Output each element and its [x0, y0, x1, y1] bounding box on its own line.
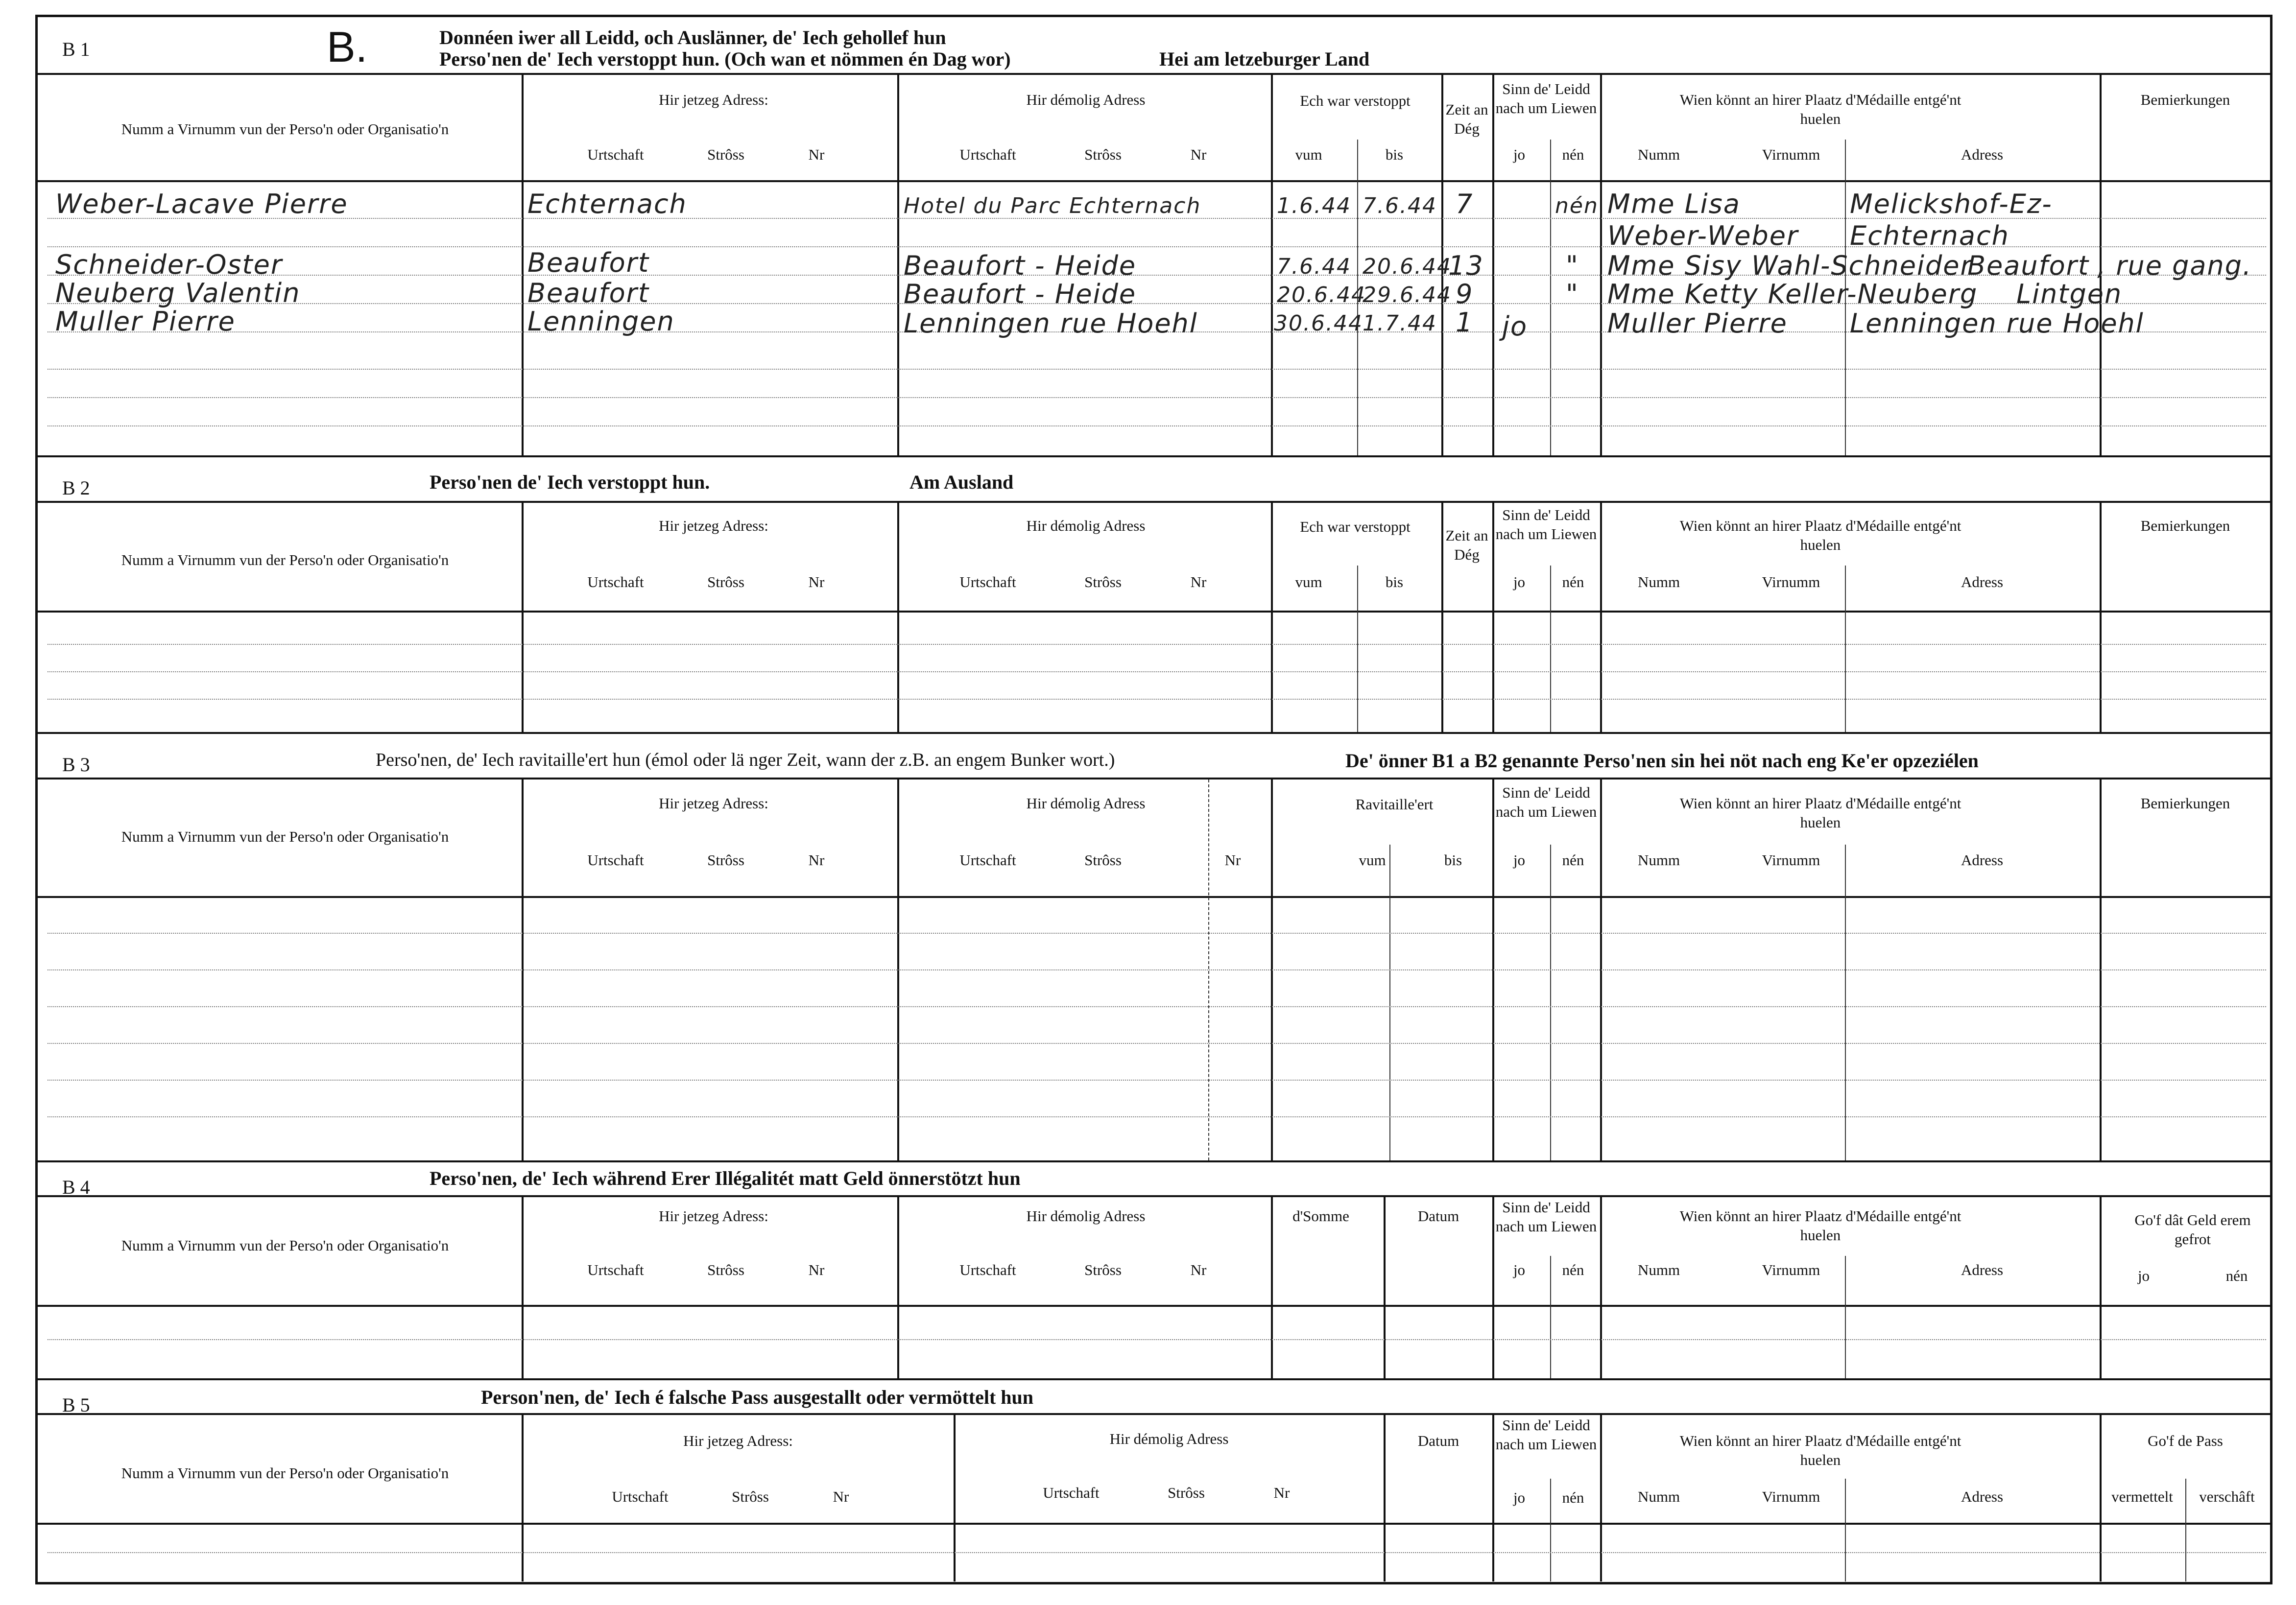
- sub-town: Urtschaft: [959, 573, 1016, 590]
- sub-street: Strôss: [1084, 146, 1122, 163]
- sub-nen: nén: [1562, 851, 1584, 869]
- col-name-header: Numm a Virnumm vun der Perso'n oder Organisatio'n: [121, 828, 449, 845]
- entry-medal-name: Mme Ketty Keller-Neuberg: [1607, 279, 1978, 309]
- sub-town: Urtschaft: [587, 573, 644, 590]
- col-alive-header: Sinn de' Leidd nach um Liewen: [1495, 506, 1597, 543]
- sub-nr: Nr: [1190, 146, 1207, 163]
- col-current-address-header: Hir jetzeg Adress:: [659, 517, 768, 534]
- sub-vum: vum: [1295, 573, 1322, 590]
- section-title-right: Am Ausland: [909, 471, 1014, 493]
- section-b4: [38, 1163, 2270, 1378]
- col-sum-header: d'Somme: [1292, 1207, 1349, 1225]
- sub-numm: Numm: [1637, 851, 1680, 869]
- col-remarks-header: Bemierkungen: [2140, 517, 2230, 534]
- col-supplied-header: Ravitaille'ert: [1355, 796, 1434, 813]
- sub-nr: Nr: [1190, 573, 1207, 590]
- entry-name: Neuberg Valentin: [55, 278, 301, 308]
- entry-alive-no: ": [1566, 279, 1579, 309]
- entry-alive-no: nén: [1555, 193, 1599, 218]
- entry-name: Muller Pierre: [55, 306, 236, 337]
- sub-nen: nén: [1562, 573, 1584, 590]
- col-former-address-header: Hir démolig Adress: [1026, 517, 1146, 534]
- section-b5: [38, 1381, 2270, 1581]
- entry-medal-address: Beaufort: [1967, 250, 2090, 281]
- sub-town: Urtschaft: [1043, 1484, 1100, 1501]
- sub-adress: Adress: [1961, 146, 2004, 163]
- resistance-form: [35, 15, 2272, 1584]
- sub-nr: Nr: [1190, 1261, 1207, 1278]
- col-medal-header: Wien könnt an hirer Plaatz d'Médaille entgé'nt huelen: [1679, 1432, 1961, 1468]
- col-hidden-header: Ech war verstoppt: [1300, 92, 1411, 109]
- col-date-header: Datum: [1417, 1207, 1459, 1225]
- col-medal-header: Wien könnt an hirer Plaatz d'Médaille entgé'nt huelen: [1679, 517, 1961, 553]
- sub-bis: bis: [1444, 851, 1462, 869]
- sub-nr: Nr: [808, 573, 825, 590]
- sub-nr: Nr: [1224, 851, 1241, 869]
- entry-former-address: Hotel du Parc Echternach: [904, 193, 1201, 218]
- entry-days: 13: [1448, 250, 1484, 281]
- col-medal-header: Wien könnt an hirer Plaatz d'Médaille entgé'nt huelen: [1679, 795, 1961, 831]
- sub-jo: jo: [1513, 146, 1526, 163]
- sub-town: Urtschaft: [959, 146, 1016, 163]
- col-medal-header: Wien könnt an hirer Plaatz d'Médaille entgé'nt huelen: [1679, 1207, 1961, 1244]
- sub-jo: jo: [1513, 573, 1526, 590]
- entry-to-date: 29.6.44: [1363, 283, 1452, 307]
- entry-medal-address: Lenningen rue Hoehl: [1850, 308, 2144, 339]
- sub-numm: Numm: [1637, 1488, 1680, 1505]
- sub-bis: bis: [1385, 573, 1404, 590]
- sub-vum: vum: [1295, 146, 1322, 163]
- col-medal-header: Wien könnt an hirer Plaatz d'Médaille entgé'nt huelen: [1679, 91, 1961, 127]
- sub-town: Urtschaft: [587, 146, 644, 163]
- sub-town: Urtschaft: [612, 1488, 669, 1505]
- sub-adress: Adress: [1961, 1261, 2004, 1278]
- sub-nen: nén: [1562, 1261, 1584, 1278]
- entry-former-address: Beaufort - Heide: [904, 250, 1137, 281]
- section-b2: [38, 458, 2270, 732]
- sub-street: Strôss: [707, 851, 744, 869]
- sub-town: Urtschaft: [959, 1261, 1016, 1278]
- sub-street: Strôss: [1084, 851, 1122, 869]
- sub-nr: Nr: [808, 146, 825, 163]
- entry-name: Weber-Lacave Pierre: [55, 189, 348, 219]
- entry-medal-address: Lintgen: [2016, 279, 2123, 309]
- section-title-right: Hei am letzeburger Land: [1159, 48, 1370, 70]
- col-current-address-header: Hir jetzeg Adress:: [683, 1432, 793, 1449]
- sub-virnumm: Virnumm: [1762, 1488, 1820, 1505]
- col-name-header: Numm a Virnumm vun der Perso'n oder Organisatio'n: [121, 120, 449, 138]
- sub-nen: nén: [2225, 1267, 2248, 1284]
- section-number: B 3: [62, 754, 90, 776]
- col-days-header: Zeit an Dég: [1445, 101, 1488, 137]
- section-number: B 2: [62, 477, 90, 499]
- sub-vermettelt: vermettelt: [2111, 1488, 2173, 1505]
- entry-former-address: Beaufort - Heide: [904, 279, 1137, 309]
- section-title-line1: Donnéen iwer all Leidd, och Auslänner, de' Iech gehollef hun: [439, 26, 946, 48]
- entry-alive-no: ": [1566, 250, 1579, 281]
- entry-days: 7: [1456, 189, 1474, 219]
- entry-current-town: Echternach: [527, 189, 687, 219]
- sub-street: Strôss: [1168, 1484, 1205, 1501]
- part-letter: B.: [327, 23, 368, 71]
- col-date-header: Datum: [1417, 1432, 1459, 1449]
- col-former-address-header: Hir démolig Adress: [1109, 1430, 1229, 1447]
- section-b1-header: [38, 17, 2270, 75]
- entry-current-town: Lenningen: [527, 306, 675, 337]
- col-alive-header: Sinn de' Leidd nach um Liewen: [1495, 1199, 1597, 1235]
- sub-jo: jo: [1513, 851, 1526, 869]
- col-former-address-header: Hir démolig Adress: [1026, 91, 1146, 108]
- col-days-header: Zeit an Dég: [1445, 527, 1488, 563]
- section-b4-header: [38, 1163, 2270, 1197]
- section-b3: [38, 734, 2270, 1160]
- entry-days: 9: [1456, 279, 1474, 309]
- col-former-address-header: Hir démolig Adress: [1026, 795, 1146, 812]
- col-current-address-header: Hir jetzeg Adress:: [659, 91, 768, 108]
- entry-medal-address-2: Echternach: [1850, 220, 2009, 251]
- sub-town: Urtschaft: [587, 851, 644, 869]
- sub-street: Strôss: [707, 573, 744, 590]
- sub-street: Strôss: [732, 1488, 769, 1505]
- section-title-right: De' önner B1 a B2 genannte Perso'nen sin hei nöt nach eng Ke'er opzeziélen: [1345, 750, 1979, 772]
- entry-to-date: 20.6.44: [1363, 254, 1452, 279]
- col-hidden-header: Ech war verstoppt: [1300, 518, 1411, 535]
- sub-verschaft: verschâft: [2199, 1488, 2255, 1505]
- sub-town: Urtschaft: [587, 1261, 644, 1278]
- section-number: B 5: [62, 1394, 90, 1416]
- col-name-header: Numm a Virnumm vun der Perso'n oder Organisatio'n: [121, 1237, 449, 1254]
- sub-street: Strôss: [1084, 573, 1122, 590]
- section-title: Perso'nen de' Iech verstoppt hun.: [430, 471, 710, 493]
- sub-nen: nén: [1562, 146, 1584, 163]
- entry-medal-address: Melickshof-Ez-: [1850, 189, 2053, 219]
- col-pass-header: Go'f de Pass: [2148, 1432, 2223, 1449]
- entry-from-date: 30.6.44: [1274, 311, 1363, 336]
- entry-alive-yes: jo: [1502, 311, 1528, 342]
- entry-to-date: 7.6.44: [1363, 193, 1437, 218]
- entry-medal-name-2: Weber-Weber: [1607, 220, 1799, 251]
- section-title: Perso'nen, de' Iech während Erer Illégalitét matt Geld önnerstötzt hun: [430, 1167, 1021, 1189]
- sub-street: Strôss: [707, 1261, 744, 1278]
- col-current-address-header: Hir jetzeg Adress:: [659, 1207, 768, 1225]
- section-title: Perso'nen, de' Iech ravitaille'ert hun (émol oder lä nger Zeit, wann der z.B. an engem Bunker wort.): [376, 750, 1115, 770]
- sub-nen: nén: [1562, 1489, 1584, 1506]
- entry-remark: , rue gang.: [2097, 250, 2252, 281]
- sub-street: Strôss: [1084, 1261, 1122, 1278]
- entry-to-date: 1.7.44: [1363, 311, 1437, 336]
- col-remarks-header: Bemierkungen: [2140, 91, 2230, 108]
- col-alive-header: Sinn de' Leidd nach um Liewen: [1495, 1416, 1597, 1453]
- entry-from-date: 1.6.44: [1277, 193, 1351, 218]
- col-current-address-header: Hir jetzeg Adress:: [659, 795, 768, 812]
- sub-numm: Numm: [1637, 1261, 1680, 1278]
- section-title-line2: Perso'nen de' Iech verstoppt hun. (Och wan et nömmen én Dag wor): [439, 48, 1011, 70]
- sub-town: Urtschaft: [959, 851, 1016, 869]
- sub-bis: bis: [1385, 146, 1404, 163]
- section-b5-header: [38, 1381, 2270, 1415]
- sub-virnumm: Virnumm: [1762, 146, 1820, 163]
- section-number: B 1: [62, 38, 90, 60]
- sub-adress: Adress: [1961, 1488, 2004, 1505]
- sub-jo: jo: [1513, 1489, 1526, 1506]
- col-alive-header: Sinn de' Leidd nach um Liewen: [1495, 784, 1597, 820]
- entry-days: 1: [1456, 307, 1474, 338]
- sub-street: Strôss: [707, 146, 744, 163]
- sub-virnumm: Virnumm: [1762, 573, 1820, 590]
- sub-vum: vum: [1359, 851, 1386, 869]
- sub-jo: jo: [2137, 1267, 2150, 1284]
- section-number: B 4: [62, 1176, 90, 1198]
- entry-from-date: 20.6.44: [1277, 283, 1366, 307]
- sub-nr: Nr: [1273, 1484, 1290, 1501]
- col-money-header: Go'f dât Geld erem gefrot: [2134, 1211, 2251, 1248]
- section-b1: [38, 17, 2270, 455]
- sub-numm: Numm: [1637, 573, 1680, 590]
- entry-former-address: Lenningen rue Hoehl: [904, 308, 1198, 339]
- sub-nr: Nr: [808, 1261, 825, 1278]
- sub-jo: jo: [1513, 1261, 1526, 1278]
- entry-medal-name: Mme Sisy Wahl-Schneider: [1607, 250, 1972, 281]
- sub-nr: Nr: [808, 851, 825, 869]
- entry-name: Schneider-Oster: [55, 249, 283, 280]
- entry-current-town: Beaufort: [527, 278, 650, 308]
- col-alive-header: Sinn de' Leidd nach um Liewen: [1495, 80, 1597, 117]
- sub-adress: Adress: [1961, 851, 2004, 869]
- col-former-address-header: Hir démolig Adress: [1026, 1207, 1146, 1225]
- section-b3-header: [38, 734, 2270, 779]
- sub-nr: Nr: [833, 1488, 849, 1505]
- section-b2-header: [38, 458, 2270, 503]
- entry-from-date: 7.6.44: [1277, 254, 1351, 279]
- sub-numm: Numm: [1637, 146, 1680, 163]
- sub-virnumm: Virnumm: [1762, 851, 1820, 869]
- entry-medal-name: Mme Lisa: [1607, 189, 1741, 219]
- col-remarks-header: Bemierkungen: [2140, 795, 2230, 812]
- entry-medal-name: Muller Pierre: [1607, 308, 1788, 339]
- sub-virnumm: Virnumm: [1762, 1261, 1820, 1278]
- entry-current-town: Beaufort: [527, 247, 650, 278]
- col-name-header: Numm a Virnumm vun der Perso'n oder Organisatio'n: [121, 551, 449, 568]
- section-title: Person'nen, de' Iech é falsche Pass ausgestallt oder vermöttelt hun: [481, 1386, 1034, 1408]
- col-name-header: Numm a Virnumm vun der Perso'n oder Organisatio'n: [121, 1464, 449, 1482]
- sub-adress: Adress: [1961, 573, 2004, 590]
